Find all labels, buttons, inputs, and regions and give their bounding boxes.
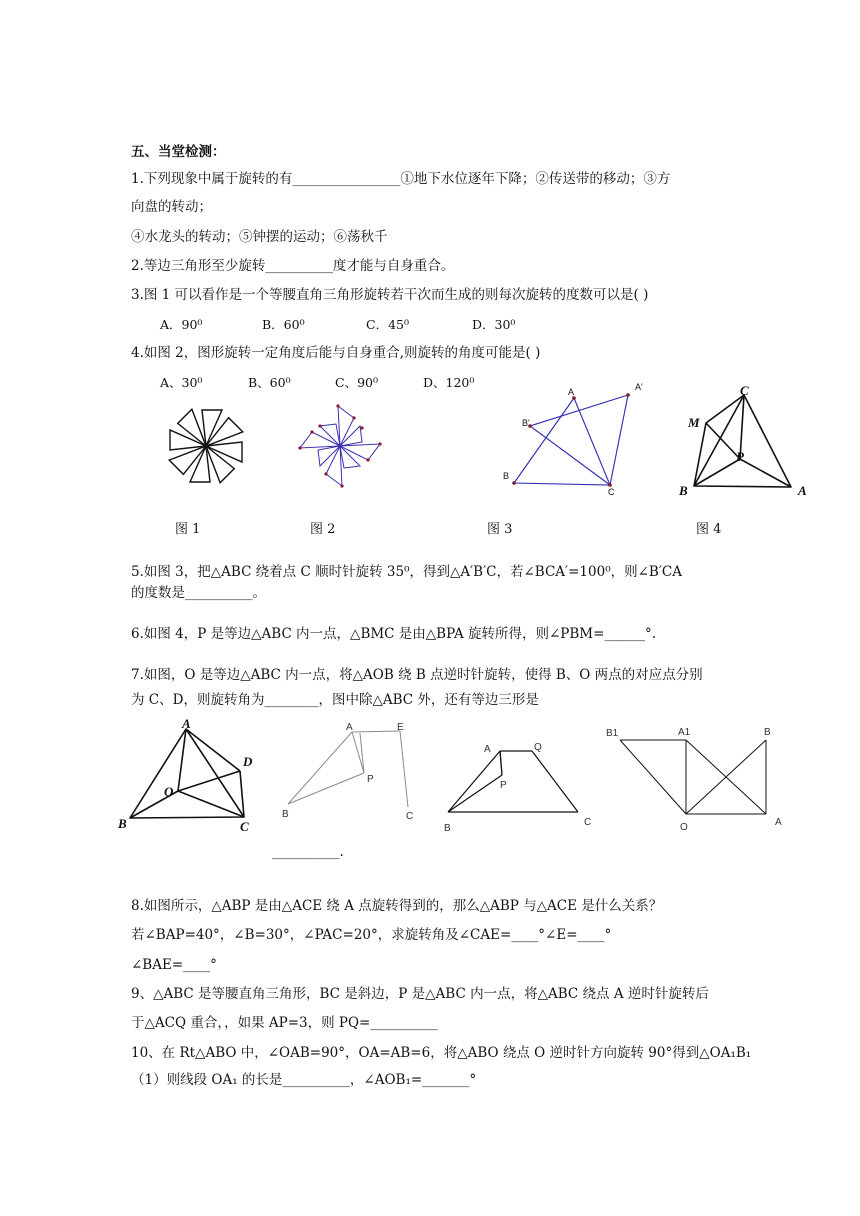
fig7c-label-c: C <box>584 817 592 828</box>
q7-line1: 7.如图，O 是等边△ABC 内一点，将△AOB 绕 B 点逆时针旋转，使得 B、O 两点的对应点分别 <box>131 667 703 683</box>
fig7c-label-b: B <box>444 823 451 834</box>
fig7a-label-b: B <box>118 816 127 831</box>
fig7d-label-o: O <box>680 822 688 833</box>
caption-figure-2: 图 2 <box>310 522 336 537</box>
fig7c-label-q: Q <box>534 742 542 753</box>
q9-line1: 9、△ABC 是等腰直角三角形，BC 是斜边，P 是△ABC 内一点，将△ABC 绕点 A 逆时针旋转后 <box>131 986 709 1002</box>
q4-text: 4.如图 2，图形旋转一定角度后能与自身重合,则旋转的角度可能是( ) <box>131 345 541 361</box>
q6-text: 6.如图 4，P 是等边△ABC 内一点，△BMC 是由△BPA 旋转所得，则∠PBM=______°. <box>131 626 656 642</box>
q3-option-a: A．90⁰ <box>160 317 203 332</box>
fig7d-label-a1: A1 <box>678 727 691 738</box>
fig7c-label-a: A <box>484 744 491 755</box>
caption-figure-1: 图 1 <box>175 522 201 537</box>
figure-4-equilateral <box>676 383 814 501</box>
figure-7c-trapezoid <box>440 735 600 835</box>
fig4-label-c: C <box>740 383 749 398</box>
q5-line2: 的度数是__________。 <box>131 585 266 601</box>
q8-line2: 若∠BAP=40°，∠B=30°，∠PAC=20°，求旋转角及∠CAE=____°∠E=____° <box>131 927 612 943</box>
fig7a-label-o: O <box>164 784 174 799</box>
section-title: 五、当堂检测： <box>131 144 226 160</box>
q8-line3: ∠BAE=____° <box>131 957 217 973</box>
q3-option-c: C．45⁰ <box>366 317 409 332</box>
q4-option-c: C、90⁰ <box>335 375 378 390</box>
fig3-label-a-prime: A' <box>635 382 643 392</box>
q3-option-b: B．60⁰ <box>262 317 305 332</box>
fig7d-label-a: A <box>775 817 782 828</box>
fig7b-label-p: P <box>367 774 374 785</box>
fig3-label-a: A <box>568 387 575 397</box>
figure-1-pinwheel <box>160 400 252 492</box>
fig7a-label-d: D <box>243 754 253 769</box>
q1-line3: ④水龙头的转动；⑤钟摆的运动；⑥荡秋千 <box>131 229 388 245</box>
figure-7b-quadrilateral <box>278 717 428 827</box>
caption-figure-4: 图 4 <box>696 522 722 537</box>
fig4-label-m: M <box>688 415 700 430</box>
fig7b-label-c: C <box>406 811 414 822</box>
q3-text: 3.图 1 可以看作是一个等腰直角三角形旋转若干次而生成的则每次旋转的度数可以是( ) <box>131 287 649 303</box>
q9-line2: 于△ACQ 重合，，如果 AP=3，则 PQ=__________ <box>131 1015 438 1031</box>
q4-option-a: A、30⁰ <box>160 375 203 390</box>
q1-line2: 向盘的转动； <box>131 199 212 215</box>
q7-blank: __________. <box>272 844 344 860</box>
fig4-label-p: P <box>736 449 744 464</box>
q10-line1: 10、在 Rt△ABO 中，∠OAB=90°，OA=AB=6，将△ABO 绕点 O 逆时针方向旋转 90°得到△OA₁B₁ <box>131 1045 752 1061</box>
q7-line2: 为 C、D，则旋转角为________，图中除△ABC 外，还有等边三形是 <box>131 692 539 708</box>
q2-text: 2.等边三角形至少旋转__________度才能与自身重合。 <box>131 258 455 274</box>
q8-line1: 8.如图所示，△ABP 是由△ACE 绕 A 点旋转得到的，那么△ABP 与△ACE 是什么关系？ <box>131 898 663 914</box>
q10-line2: （1）则线段 OA₁ 的长是__________，∠AOB₁=_______° <box>131 1072 477 1088</box>
fig7d-label-b1: B1 <box>606 728 619 739</box>
fig4-label-b: B <box>679 483 688 498</box>
fig7b-label-b: B <box>282 809 289 820</box>
figure-3-rotation <box>498 378 648 496</box>
figure-7a-triangle <box>116 715 266 837</box>
fig3-label-b: B <box>503 471 510 481</box>
fig7b-label-e: E <box>397 722 404 733</box>
q4-option-d: D、120⁰ <box>423 375 475 390</box>
fig4-label-a: A <box>798 483 807 498</box>
fig3-label-c: C <box>608 487 615 497</box>
fig7c-label-p: P <box>500 780 507 791</box>
q3-option-d: D．30⁰ <box>472 317 516 332</box>
caption-figure-3: 图 3 <box>487 522 513 537</box>
figure-2-pinwheel <box>290 398 390 494</box>
q4-option-b: B、60⁰ <box>248 375 291 390</box>
fig7d-label-b: B <box>764 727 771 738</box>
fig7a-label-a: A <box>182 716 191 731</box>
fig7b-label-a: A <box>346 722 353 733</box>
figure-7d-bowtie <box>600 722 790 832</box>
q1-line1: 1.下列现象中属于旋转的有________________①地下水位逐年下降；②传送带的移动；③方 <box>131 171 671 187</box>
q5-line1: 5.如图 3，把△ABC 绕着点 C 顺时针旋转 35⁰，得到△A′B′C，若∠BCA′=100⁰，则∠B′CA <box>131 564 682 580</box>
fig3-label-b-prime: B' <box>522 418 530 428</box>
fig7a-label-c: C <box>240 819 249 834</box>
